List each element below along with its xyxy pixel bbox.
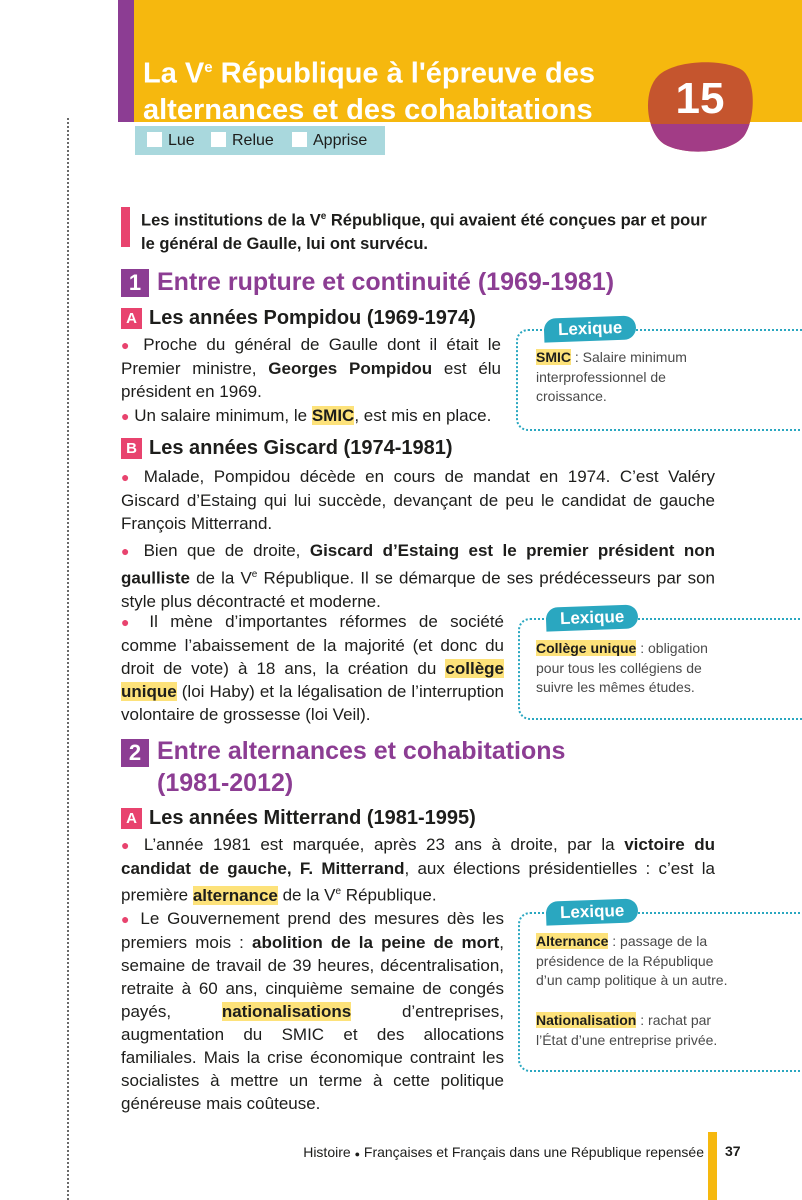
- lexique-term: SMIC: [536, 349, 571, 365]
- check-lue[interactable]: [147, 132, 195, 150]
- chapter-title: [143, 50, 643, 128]
- paragraph-giscard-3: [121, 610, 504, 726]
- subsection-letter: B: [121, 438, 142, 459]
- section-1-heading: [121, 268, 641, 298]
- footer-bullet-icon: ●: [354, 1149, 360, 1159]
- text: Il mène d’importantes réformes de société comme l’abaissement de la majorité (et donc du droit de vote) à 18 ans, la création du: [121, 612, 504, 678]
- subsection-title: Les années Giscard (1974-1981): [149, 437, 453, 459]
- chapter-number: 15: [675, 74, 725, 123]
- subsection-letter: A: [121, 808, 142, 829]
- text: L’année 1981 est marquée, après 23 ans à droite, par la: [143, 835, 625, 854]
- lexique-label: Lexique: [546, 898, 639, 925]
- lexique-entry: [536, 348, 736, 407]
- lexique-definition: : obligation pour tous les collégiens de suivre les mêmes études.: [536, 640, 708, 695]
- check-label: Relue: [232, 132, 274, 149]
- text: République.: [341, 885, 437, 905]
- progress-checklist: [135, 126, 385, 155]
- bold-text: Giscard d’Estaing est le premier président non gaulliste: [121, 541, 715, 588]
- text: d’entreprises, augmentation du SMIC et des allocations familiales. Mais la crise économique contraint les socialistes à mettre un terme à cette politique généreuse mais coûteuse.: [121, 1002, 504, 1113]
- text: , semaine de travail de 39 heures, décentralisation, retraite à 60 ans, cinquième semaine de congés payés,: [121, 933, 504, 1021]
- section-title-line1: Entre alternances et cohabitations: [157, 737, 566, 765]
- lexique-label: Lexique: [544, 315, 637, 342]
- paragraph-giscard-2: [121, 539, 715, 613]
- checkbox-icon[interactable]: [147, 132, 162, 147]
- subsection-title: Les années Pompidou (1969-1974): [149, 307, 476, 329]
- intro-part1: Les institutions de la V: [141, 211, 321, 230]
- bullet-icon: ●: [121, 614, 138, 630]
- section-number: 2: [121, 739, 149, 767]
- text: Un salaire minimum, le: [134, 406, 312, 425]
- text: de la V: [189, 568, 252, 588]
- checkbox-icon[interactable]: [292, 132, 307, 147]
- lexique-term: Collège unique: [536, 640, 637, 656]
- bold-text: Georges Pompidou: [268, 359, 433, 378]
- subsection-2A-heading: [121, 806, 541, 832]
- highlight-term: alternance: [192, 885, 278, 905]
- section-title: [157, 735, 565, 799]
- paragraph-giscard-1: [121, 465, 715, 535]
- paragraph-mitterrand-1: [121, 833, 715, 907]
- intro-sup: e: [320, 211, 327, 222]
- paragraph-pompidou-2: [121, 404, 521, 428]
- lexique-label: Lexique: [546, 604, 639, 631]
- bullet-icon: ●: [121, 408, 130, 424]
- bullet-icon: ●: [121, 469, 135, 485]
- text: Bien que de droite,: [143, 541, 310, 560]
- intro-text: [141, 205, 719, 256]
- paragraph-pompidou-1: [121, 333, 501, 403]
- text: Proche du général de Gaulle dont il était le Premier ministre,: [121, 335, 501, 378]
- text: Malade, Pompidou décède en cours de mandat en 1974. C’est Valéry Giscard d’Estaing qui lui succède, devançant de peu le candidat de gauche François Mitterrand.: [121, 467, 715, 533]
- bold-text: abolition de la peine de mort: [251, 933, 500, 952]
- text: (loi Haby) et la légalisation de l’interruption volontaire de grossesse (loi Veil).: [121, 682, 504, 724]
- highlight-term: collège unique: [121, 659, 504, 701]
- page-number: 37: [725, 1143, 741, 1159]
- footer-theme: Françaises et Français dans une République repensée: [363, 1144, 704, 1160]
- title-sup: e: [204, 59, 213, 76]
- highlight-term: nationalisations: [221, 1002, 352, 1021]
- intro-part2: République, qui avaient été conçues par et pour le général de Gaulle, lui ont survécu.: [141, 211, 707, 253]
- check-relue[interactable]: [211, 132, 274, 150]
- subsection-title: Les années Mitterrand (1981-1995): [149, 807, 476, 829]
- lexique-definition: : rachat par l’État d’une entreprise privée.: [536, 1012, 718, 1048]
- text: Le Gouvernement prend des mesures dès les premiers mois :: [121, 909, 504, 952]
- lexique-box-3: [518, 900, 802, 1072]
- bullet-icon: ●: [121, 837, 135, 853]
- section-title-line2: (1981-2012): [157, 769, 294, 797]
- subsection-1B-heading: [121, 436, 501, 462]
- subsection-letter: A: [121, 308, 142, 329]
- text: République. Il se démarque de ses prédécesseurs par son style plus décontracté et moderne.: [121, 568, 715, 611]
- page-footer: [284, 1144, 704, 1160]
- lexique-box-1: [516, 317, 802, 431]
- header-margin: [0, 0, 120, 122]
- lexique-box-2: [518, 606, 802, 720]
- section-number: 1: [121, 269, 149, 297]
- intro-marker: [121, 207, 130, 247]
- title-part1: La V: [143, 57, 205, 90]
- text: , est mis en place.: [354, 406, 492, 425]
- bullet-icon: ●: [121, 337, 135, 353]
- check-label: Lue: [168, 132, 195, 149]
- highlight-term: SMIC: [311, 406, 355, 425]
- title-part2: République à l'épreuve des: [212, 57, 595, 90]
- margin-dotted-line: [67, 118, 69, 1200]
- bullet-icon: ●: [121, 911, 133, 927]
- lexique-entry: [536, 932, 741, 991]
- section-title: Entre rupture et continuité (1969-1981): [157, 268, 615, 296]
- check-apprise[interactable]: [292, 132, 367, 150]
- lexique-term: Nationalisation: [536, 1012, 637, 1028]
- lexique-entry: [536, 1011, 741, 1050]
- title-line2: alternances et des cohabitations: [143, 93, 593, 126]
- paragraph-mitterrand-2: [121, 907, 504, 1115]
- header-accent-bar: [118, 0, 134, 122]
- footer-subject: Histoire: [303, 1144, 351, 1160]
- lexique-entry: [536, 639, 736, 698]
- footer-accent-bar: [708, 1132, 717, 1200]
- text: , aux élections présidentielles : c’est la première: [121, 859, 715, 905]
- sup-text: e: [251, 569, 258, 580]
- bullet-icon: ●: [121, 543, 135, 559]
- section-2-heading: [121, 738, 681, 802]
- checkbox-icon[interactable]: [211, 132, 226, 147]
- lexique-term: Alternance: [536, 933, 609, 949]
- subsection-1A-heading: [121, 306, 501, 332]
- lexique-definition: : Salaire minimum interprofessionnel de croissance.: [536, 349, 687, 404]
- text: est élu président en 1969.: [121, 359, 502, 401]
- lexique-definition: : passage de la présidence de la République d’un camp politique à un autre.: [536, 933, 728, 988]
- sup-text: e: [335, 886, 342, 897]
- bold-text: victoire du candidat de gauche, F. Mitterrand: [121, 835, 715, 878]
- check-label: Apprise: [313, 132, 368, 149]
- text: de la V: [277, 885, 336, 905]
